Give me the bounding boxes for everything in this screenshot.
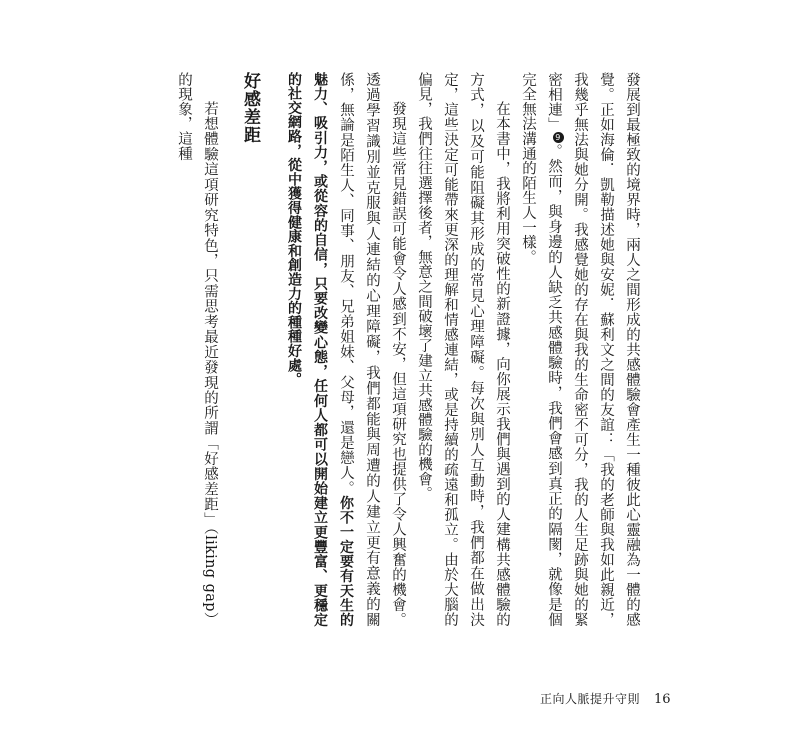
section-heading: 好感差距 bbox=[240, 72, 260, 144]
paragraph-3 bbox=[281, 72, 411, 627]
paragraph-3-emphasis: 你不一定要有天生的魅力、吸引力，或從容的自信，只要改變心態，任何人都可以開始建立更豐富、更穩定的社交網路，從中獲得健康和創造力的種種好處。 bbox=[286, 72, 354, 627]
paragraph-4: 若想體驗這項研究特色，只需思考最近發現的所謂「好感差距」（liking gap）的現象，這種 bbox=[176, 72, 218, 627]
paragraph-2: 在本書中，我將利用突破性的新證據，向你展示我們與遇到的人建構共感體驗的方式，以及可能阻礙其形成的常見心理障礙。每次與別人互動時，我們都在做出決定，這些決定可能帶來更深的理解和情感連結，或是持續的疏遠和孤立。由於大腦的偏見，我們往往選擇後者，無意之間破壞了建立共感體驗的機會。 bbox=[416, 72, 510, 627]
paragraph-1-tail: 。然而，與身邊的人缺乏共感體驗時，我們會感到真正的隔閡，就像是個完全無法溝通的陌生人一樣。 bbox=[520, 72, 562, 627]
page-footer bbox=[540, 688, 671, 707]
paragraph-1-text: 發展到最極致的境界時，兩人之間形成的共感體驗會產生一種彼此心靈融為一體的感覺。正如海倫．凱勒描述她與安妮．蘇利文之間的友誼：「我的老師與我如此親近，我幾乎無法與她分開。我感覺她的存在與我的生命密不可分，我的人生足跡與她的緊密相連」 bbox=[546, 72, 640, 627]
endnote-marker[interactable]: 9 bbox=[553, 132, 564, 143]
vertical-text-block bbox=[171, 72, 645, 627]
paragraph-1 bbox=[515, 72, 645, 627]
page-number: 16 bbox=[654, 692, 671, 707]
paragraph-3-text: 發現這些常見錯誤可能會令人感到不安，但這項研究也提供了令人興奮的機會。透過學習識別並克服與人連結的心理障礙，我們都能與周遭的人建立更有意義的關係，無論是陌生人、同事、朋友、兄弟姐妹、父母，還是戀人。 bbox=[338, 72, 406, 627]
running-title: 正向人脈提升守則 bbox=[540, 692, 641, 706]
